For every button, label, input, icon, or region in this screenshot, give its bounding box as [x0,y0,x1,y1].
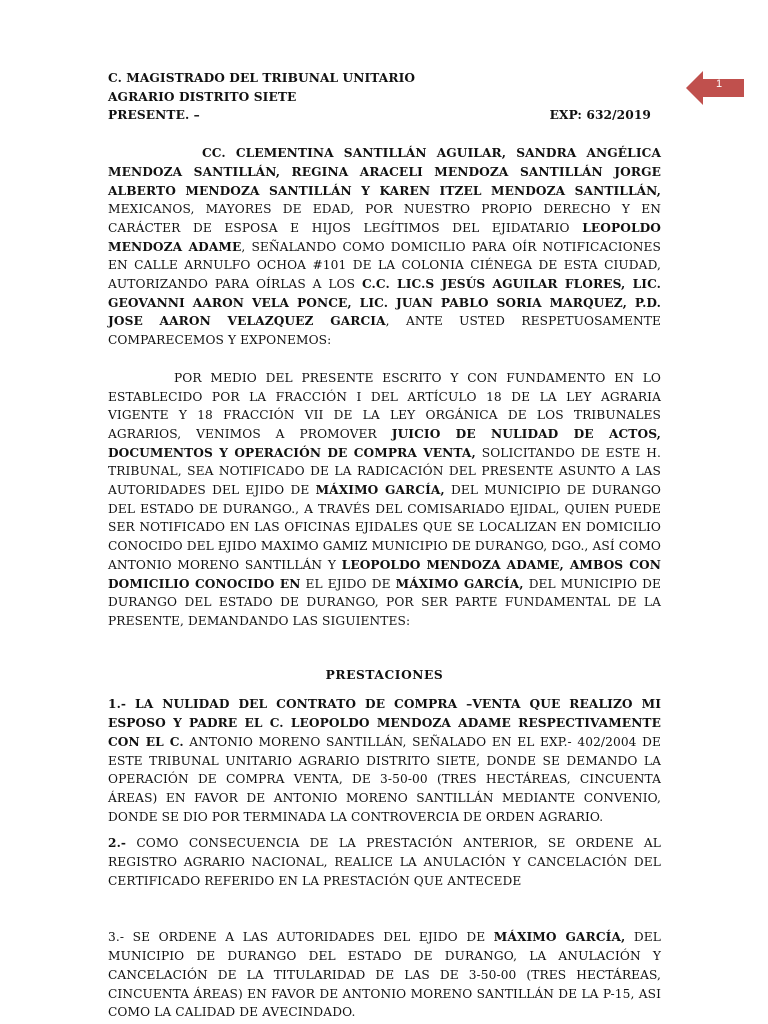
basis-paragraph [108,369,661,631]
claim-item-1 [108,695,661,826]
basis-text-g: EL EJIDO DE [300,576,396,591]
document-body [108,69,661,1022]
claim-item-3 [108,928,661,1022]
claim-1-bold: 1.- LA NULIDAD DEL CONTRATO DE COMPRA –VENTA QUE REALIZO MI ESPOSO Y PADRE EL C. LEOPOLDO MENDOZA ADAME RESPECTIVAMENTE CON EL C. [108,697,661,749]
defendant-name: LEOPOLDO MENDOZA ADAME, AMBOS CON DOMICILIO CONOCIDO EN [108,557,661,591]
ejidatario-name: LEOPOLDO MENDOZA ADAME [108,220,661,254]
authorized-lawyers: C.C. LIC.S JESÚS AGUILAR FLORES, LIC. GEOVANNI AARON VELA PONCE, LIC. JUAN PABLO SORIA MARQUEZ, P.D. JOSE AARON VELAZQUEZ GARCIA [108,277,661,329]
intro-text-e: , ANTE USTED RESPETUOSAMENTE COMPARECEMOS Y EXPONEMOS: [108,314,661,348]
basis-text-i: DEL MUNICIPIO DE DURANGO DEL ESTADO DE DURANGO, POR SER PARTE FUNDAMENTAL DE LA PRESENTE, DEMANDANDO LAS SIGUIENTES: [108,576,661,628]
basis-text-a: POR MEDIO DEL PRESENTE ESCRITO Y CON FUNDAMENTO EN LO ESTABLECIDO POR LA FRACCIÓN I DEL ARTÍCULO 18 DE LA LEY AGRARIA VIGENTE Y 18 FRACCIÓN VII DE LA LEY ORGÁNICA DE LOS TRIBUNALES AGRARIOS, VENIMOS A PROMOVER [108,370,661,441]
case-number: EXP: 632/2019 [549,108,651,123]
intro-paragraph [108,144,661,350]
ejido-name-2: MÁXIMO GARCÍA, [395,576,524,591]
presente-row [108,106,661,125]
claim-2-text: COMO CONSECUENCIA DE LA PRESTACIÓN ANTERIOR, SE ORDENE AL REGISTRO AGRARIO NACIONAL, REALICE LA ANULACIÓN Y CANCELACIÓN DEL CERTIFICADO REFERIDO EN LA PRESTACIÓN QUE ANTECEDE [108,836,661,888]
presente-label: PRESENTE. – [108,108,200,123]
intro-text-c: , SEÑALANDO COMO DOMICILIO PARA OÍR NOTIFICACIONES EN CALLE ARNULFO OCHOA #101 DE LA COLONIA CIÉNEGA DE ESTA CIUDAD, AUTORIZANDO PARA OÍRLAS A LOS [108,239,661,292]
basis-text-e: DEL MUNICIPIO DE DURANGO DEL ESTADO DE DURANGO., A TRAVÉS DEL COMISARIADO EJIDAL, QUIEN PUEDE SER NOTIFICADO EN LAS OFICINAS EJIDALES QUE SE LOCALIZAN EN DOMICILIO CONOCIDO DEL EJIDO MAXIMO GAMIZ MUNICIPIO DE DURANGO, DGO., ASÍ COMO ANTONIO MORENO SANTILLÁN Y [108,483,661,572]
page-number-badge [686,71,744,105]
addressee-line-2: AGRARIO DISTRITO SIETE [108,89,297,104]
claim-3-text-c: DEL MUNICIPIO DE DURANGO DEL ESTADO DE DURANGO, LA ANULACIÓN Y CANCELACIÓN DE LA TITULARIDAD DE LAS DE 3-50-00 (TRES HECTÁREAS, CINCUENTA ÁREAS) EN FAVOR DE ANTONIO MORENO SANTILLÁN DE LA P-15, ASI COMO LA CALIDAD DE AVECINDADO. [108,930,661,1020]
petitioners-names: CC. CLEMENTINA SANTILLÁN AGUILAR, SANDRA ANGÉLICA MENDOZA SANTILLÁN, REGINA ARACELI MENDOZA SANTILLÁN JORGE ALBERTO MENDOZA SANTILLÁN Y KAREN ITZEL MENDOZA SANTILLÁN, [108,146,661,198]
claim-3-ejido: MÁXIMO GARCÍA, [493,930,626,945]
intro-text-a: MEXICANOS, MAYORES DE EDAD, POR NUESTRO PROPIO DERECHO Y EN CARÁCTER DE ESPOSA E HIJOS LEGÍTIMOS DEL EJIDATARIO [108,202,661,235]
basis-text-c: SOLICITANDO DE ESTE H. TRIBUNAL, SEA NOTIFICADO DE LA RADICACIÓN DEL PRESENTE ASUNTO A LAS AUTORIDADES DEL EJIDO DE [108,445,661,498]
lawsuit-type: JUICIO DE NULIDAD DE ACTOS, DOCUMENTOS Y OPERACIÓN DE COMPRA VENTA, [108,426,661,460]
section-heading: PRESTACIONES [325,667,444,682]
addressee-line-1: C. MAGISTRADO DEL TRIBUNAL UNITARIO [108,71,416,85]
page-number: 1 [715,78,723,90]
claim-2-number: 2.- [108,836,127,851]
claim-1-text: ANTONIO MORENO SANTILLÁN, SEÑALADO EN EL EXP.- 402/2004 DE ESTE TRIBUNAL UNITARIO AGRARIO DISTRITO SIETE, DONDE SE DEMANDO LA OPERACIÓN DE COMPRA VENTA, DE 3-50-00 (TRES HECTÁREAS, CINCUENTA ÁREAS) EN FAVOR DE ANTONIO MORENO SANTILLÁN MEDIANTE CONVENIO, DONDE SE DIO POR TERMINADA LA CONTROVERCIA DE ORDEN AGRARIO. [108,734,661,824]
claim-item-2 [108,834,661,890]
ejido-name: MÁXIMO GARCÍA, [315,483,445,498]
claim-3-text-a: 3.- SE ORDENE A LAS AUTORIDADES DEL EJIDO DE [108,930,494,945]
